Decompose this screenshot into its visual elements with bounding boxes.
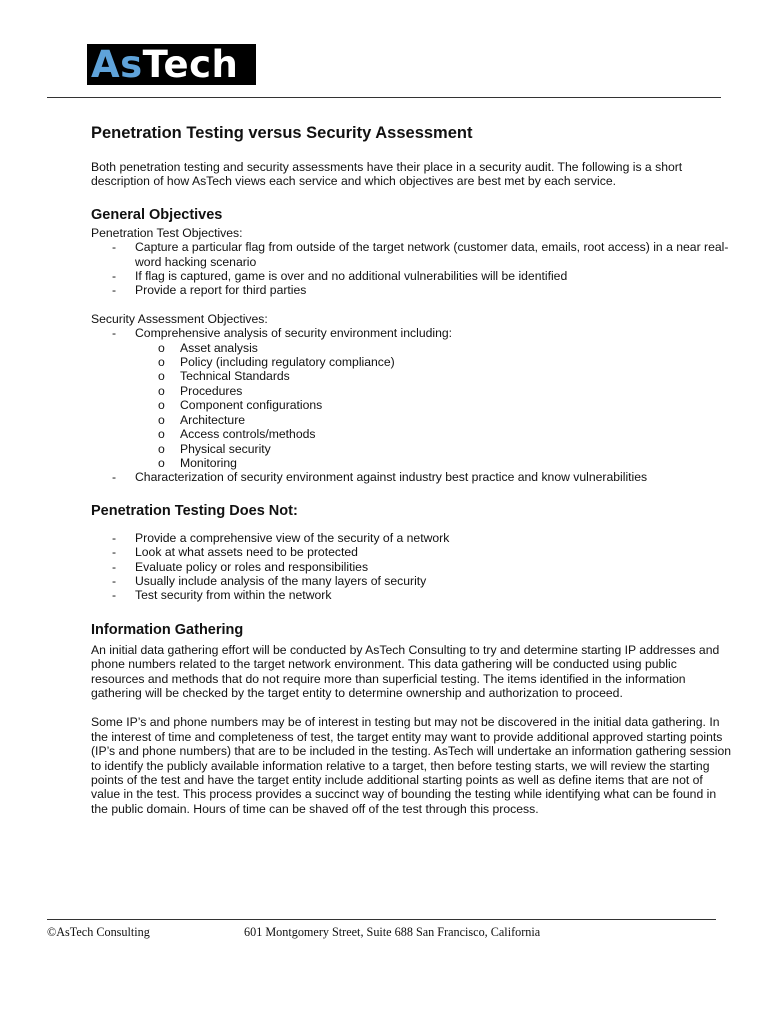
sub-list <box>135 341 731 471</box>
dash-bullet: - <box>112 588 117 603</box>
list-item <box>91 531 731 545</box>
logo-text-as: As <box>91 44 143 85</box>
list-item <box>91 269 731 283</box>
security-assessment-objectives-list <box>91 326 731 484</box>
circle-bullet: o <box>158 455 165 470</box>
list-item-text: Usually include analysis of the many layers of security <box>135 573 427 588</box>
pen-testing-does-not-list <box>91 531 731 603</box>
sub-list-item <box>91 413 731 427</box>
security-assessment-objectives-label: Security Assessment Objectives: <box>91 311 268 326</box>
dash-bullet: - <box>112 470 117 485</box>
dash-bullet: - <box>112 530 117 545</box>
astech-logo <box>87 44 256 85</box>
dash-bullet: - <box>112 283 117 298</box>
sub-list-item-text: Asset analysis <box>180 340 258 355</box>
list-item-text: Capture a particular flag from outside of the target network (customer data, emails, root access) in a near real-word hacking scenario <box>135 240 729 269</box>
sub-list-item <box>91 355 731 369</box>
intro-paragraph: Both penetration testing and security assessments have their place in a security audit. The following is a short description of how AsTech views each service and which objectives are best met by each service. <box>91 160 683 189</box>
dash-bullet: - <box>112 545 117 560</box>
list-item-text: Look at what assets need to be protected <box>135 545 358 560</box>
circle-bullet: o <box>158 427 165 442</box>
sub-list-item <box>91 341 731 355</box>
sub-list-item <box>91 442 731 456</box>
pen-test-objectives-list <box>91 240 731 298</box>
sub-list-item-text: Technical Standards <box>180 369 290 384</box>
general-objectives-heading: General Objectives <box>91 206 223 223</box>
list-item <box>91 545 731 559</box>
circle-bullet: o <box>158 412 165 427</box>
dash-bullet: - <box>112 240 117 255</box>
circle-bullet: o <box>158 383 165 398</box>
circle-bullet: o <box>158 441 165 456</box>
sub-list-item-text: Monitoring <box>180 455 237 470</box>
pen-testing-does-not-heading: Penetration Testing Does Not: <box>91 502 298 519</box>
list-item <box>91 574 731 588</box>
information-gathering-heading: Information Gathering <box>91 621 244 638</box>
page-title: Penetration Testing versus Security Assessment <box>91 124 473 142</box>
sub-list-item-text: Procedures <box>180 383 243 398</box>
footer-divider <box>47 919 716 920</box>
list-item <box>91 588 731 602</box>
sub-list-item <box>91 456 731 470</box>
pen-test-objectives-label: Penetration Test Objectives: <box>91 225 243 240</box>
footer-address: 601 Montgomery Street, Suite 688 San Francisco, California <box>244 925 541 939</box>
list-item-text: Comprehensive analysis of security environment including: <box>135 326 453 341</box>
dash-bullet: - <box>112 326 117 341</box>
sub-list-item <box>91 369 731 383</box>
spacer <box>91 700 731 715</box>
sub-list-item-text: Physical security <box>180 441 271 456</box>
circle-bullet: o <box>158 340 165 355</box>
sub-list-item <box>91 427 731 441</box>
document-body <box>91 122 731 816</box>
list-item-text: Provide a report for third parties <box>135 283 307 298</box>
dash-bullet: - <box>112 573 117 588</box>
dash-bullet: - <box>112 269 117 284</box>
dash-bullet: - <box>112 559 117 574</box>
list-item-text: Evaluate policy or roles and responsibilities <box>135 559 369 574</box>
circle-bullet: o <box>158 398 165 413</box>
list-item <box>91 326 731 470</box>
sub-list-item-text: Access controls/methods <box>180 427 316 442</box>
sub-list-item <box>91 384 731 398</box>
circle-bullet: o <box>158 355 165 370</box>
circle-bullet: o <box>158 369 165 384</box>
sub-list-item-text: Policy (including regulatory compliance) <box>180 355 395 370</box>
list-item <box>91 470 731 484</box>
spacer <box>91 298 731 312</box>
list-item <box>91 240 731 269</box>
sub-list-item <box>91 398 731 412</box>
footer-copyright: ©AsTech Consulting <box>47 925 150 939</box>
header-divider <box>47 97 721 98</box>
information-gathering-paragraph-1: An initial data gathering effort will be conducted by AsTech Consulting to try and determine starting IP addresses and phone numbers related to the target network environment. This data gathering will be conducted using public resources and methods that do not require more than superficial testing. The items identified in the information gathering will be checked by the target entity to determine ownership and authorization to proceed. <box>91 642 720 700</box>
sub-list-item-text: Component configurations <box>180 398 323 413</box>
sub-list-item-text: Architecture <box>180 412 246 427</box>
list-item <box>91 283 731 297</box>
list-item-text: Test security from within the network <box>135 588 332 603</box>
list-item-text: If flag is captured, game is over and no additional vulnerabilities will be identified <box>135 269 568 284</box>
information-gathering-paragraph-2: Some IP’s and phone numbers may be of interest in testing but may not be discovered in the initial data gathering. In the interest of time and completeness of test, the target entity may want to provide additional approved starting points (IP’s and phone numbers) that are to be included in the testing. AsTech will undertake an information gathering session to identify the publicly available information relative to a target, then before testing starts, we will review the starting points of the test and have the target entity include additional starting points as well as define items that are not of value in the test. This process provides a succinct way of bounding the testing while identifying what can be found in the public domain. Hours of time can be shaved off of the test through this process. <box>91 715 732 816</box>
list-item <box>91 560 731 574</box>
list-item-text: Provide a comprehensive view of the security of a network <box>135 530 450 545</box>
logo-text-tech: Tech <box>142 44 239 85</box>
list-item-text: Characterization of security environment against industry best practice and know vulnerabilities <box>135 470 648 485</box>
